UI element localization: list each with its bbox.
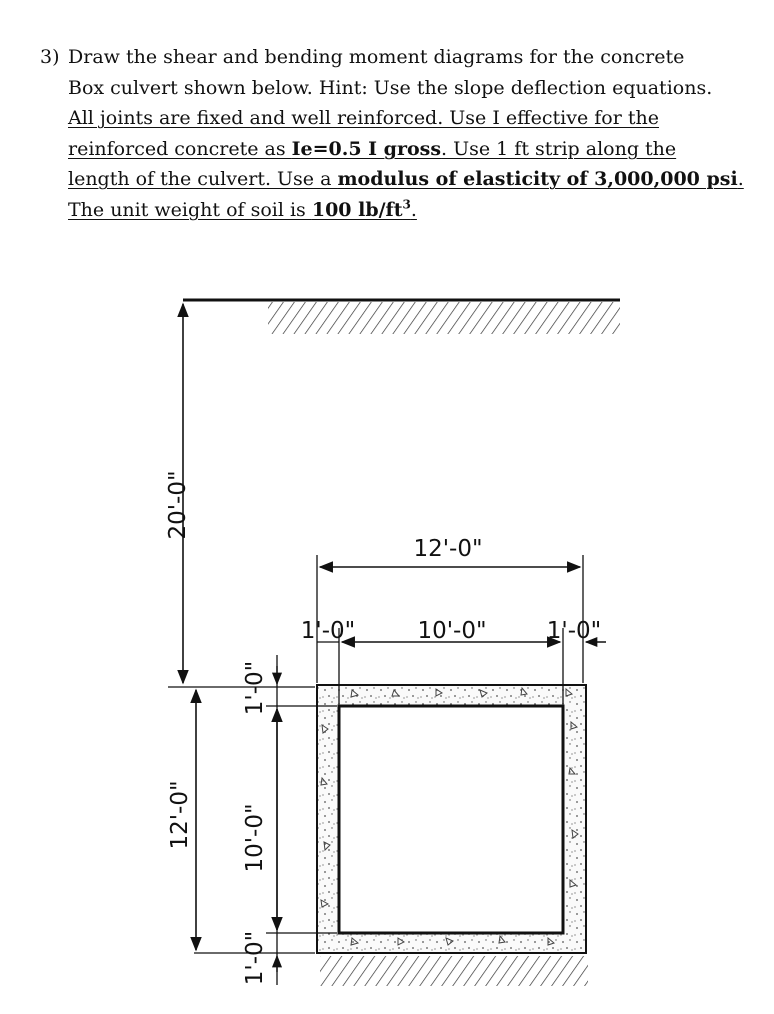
dim-total-height-label: 12'-0" bbox=[167, 780, 193, 850]
dim-soil-depth-label: 20'-0" bbox=[165, 470, 191, 540]
problem-line-1: 3) Draw the shear and bending moment diagrams for the concrete bbox=[40, 42, 765, 73]
problem-number: 3) bbox=[40, 46, 60, 68]
culvert-opening bbox=[339, 706, 563, 933]
ground-surface-hatch bbox=[268, 302, 620, 334]
base-soil-hatch bbox=[320, 956, 588, 986]
problem-line-2: Box culvert shown below. Hint: Use the slope deflection equations. bbox=[68, 76, 713, 99]
problem-line-3: All joints are fixed and well reinforced. Use I effective for the bbox=[68, 107, 659, 129]
dim-clear-width-label: 10'-0" bbox=[417, 618, 487, 644]
problem-line-5: length of the culvert. Use a modulus of elasticity of 3,000,000 psi. bbox=[68, 168, 744, 190]
problem-line-6: The unit weight of soil is 100 $lb/ft^3$. bbox=[68, 197, 417, 221]
dim-total-width-label: 12'-0" bbox=[413, 536, 483, 562]
dim-left-wall-label: 1'-0" bbox=[300, 618, 356, 644]
problem-line-4: reinforced concrete as Ie=0.5 I gross. Use 1 ft strip along the bbox=[68, 137, 677, 160]
dim-right-wall-label: 1'-0" bbox=[546, 618, 602, 644]
dim-top-slab-label: 1'-0" bbox=[242, 660, 268, 716]
dim-clear-height-label: 10'-0" bbox=[242, 803, 268, 873]
box-culvert bbox=[317, 685, 586, 953]
dim-bottom-slab-label: 1'-0" bbox=[242, 930, 268, 986]
